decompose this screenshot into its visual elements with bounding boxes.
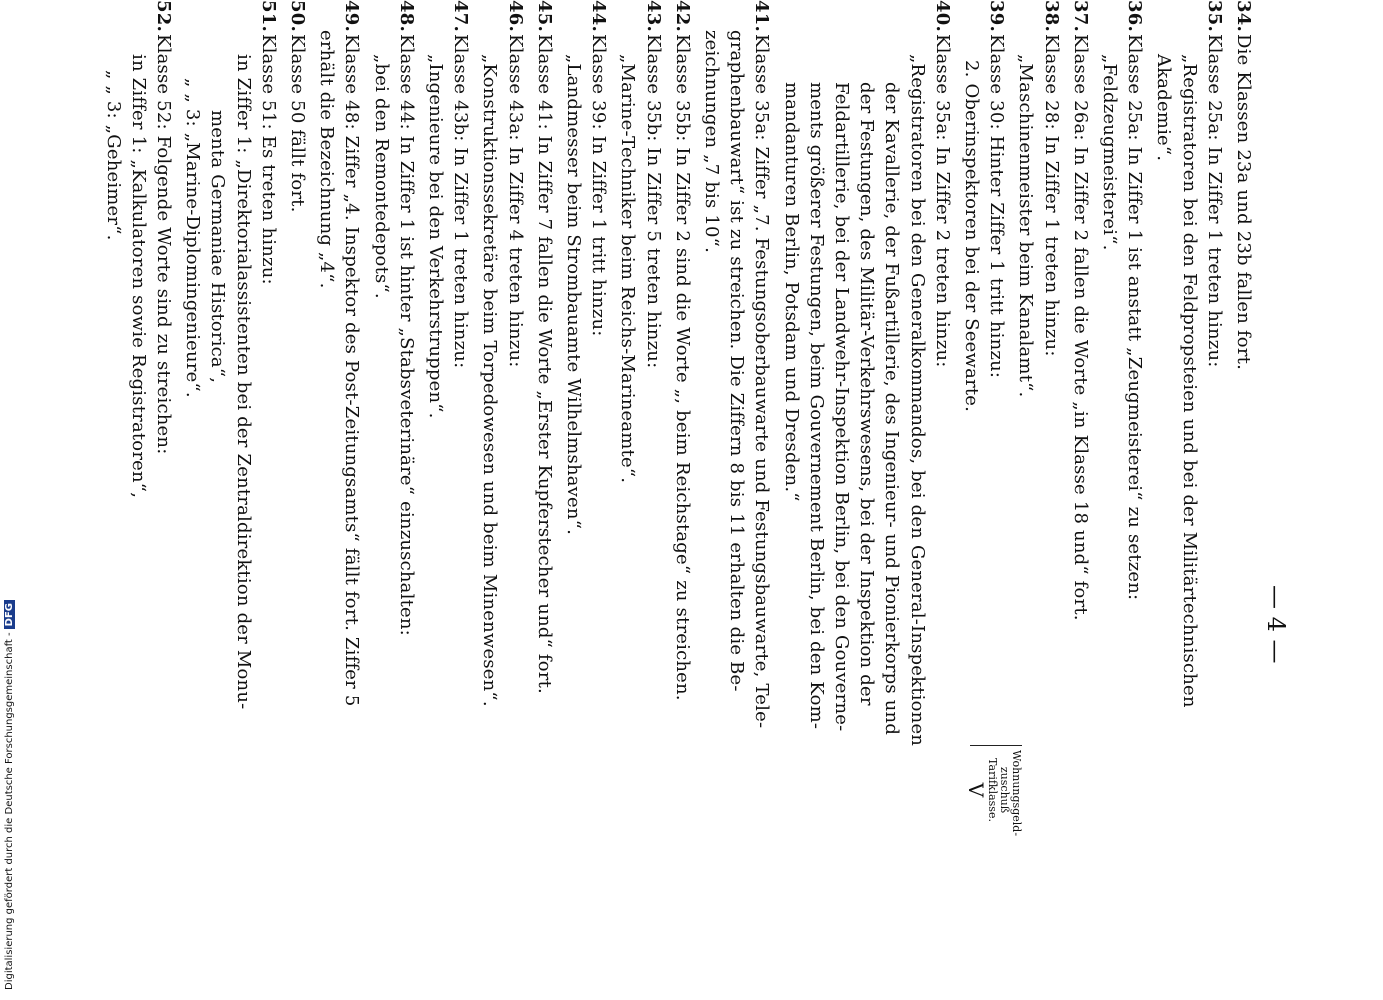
line-text: mandanturen Berlin, Potsdam und Dresden.“ [780,82,802,502]
line-text: Klasse 35a: In Ziffer 2 treten hinzu: [931,34,953,368]
text-line [932,0,953,368]
text-line [341,0,362,707]
line-text: „bei den Remontedepots“. [370,54,392,299]
text-line [672,0,693,701]
line-text: „Marine-Techniker beim Reichs-Marineamte“. [617,54,639,484]
line-text: „Registratoren bei den Generalkommandos, bei den General-Inspektionen [906,54,928,747]
credit-line [4,0,15,990]
text-line [182,78,203,398]
item-number: 44. [588,0,610,32]
text-line [781,82,802,502]
line-text: in Ziffer 1: „Direktorialassistenten bei der Zentraldirektion der Monu- [232,54,254,710]
text-line [128,54,149,498]
text-line [1041,0,1062,357]
text-line [153,0,174,454]
text-line [1015,54,1036,397]
text-line [396,0,417,636]
line-text: Klasse 41: In Ziffer 7 fallen die Worte „Erster Kupferstecher und“ fort. [533,34,555,694]
item-number: 51. [257,0,279,32]
line-text: Klasse 26a: In Ziffer 2 fallen die Worte „in Klasse 18 und“ fort. [1069,34,1091,621]
item-number: 49. [341,0,363,32]
margin-note [964,745,1023,837]
text-line [479,54,500,707]
line-text: in Ziffer 1: „Kalkulatoren sowie Registratoren“, [127,54,149,499]
text-line [701,30,722,253]
text-line [207,110,228,383]
line-text: Klasse 39: In Ziffer 1 tritt hinzu: [588,34,610,337]
text-line [881,82,902,735]
text-line [1179,54,1200,708]
text-line [726,30,747,692]
item-number: 38. [1040,0,1062,32]
dfg-logo: DFG [4,600,15,629]
item-number: 39. [986,0,1008,32]
item-number: 45. [533,0,555,32]
text-line [907,54,928,746]
text-line [287,0,308,213]
line-text: „Maschinenmeister beim Kanalamt“. [1015,54,1037,398]
margin-note-roman: V [964,782,988,798]
item-number: 41. [751,0,773,32]
line-text: Klasse 43b: In Ziffer 1 treten hinzu: [450,34,472,369]
margin-note-label: Wohnungsgeld-zuschuß Tarifklasse. [986,750,1023,837]
line-text: „Ingenieure bei den Verkehrstruppen“. [425,54,446,419]
line-text: 2. Oberinspektoren bei der Seewarte. [961,60,982,413]
text-line [1153,54,1174,161]
text-line [831,82,852,731]
text-line [450,0,471,368]
line-text: Klasse 35b: In Ziffer 2 sind die Worte „, beim Reichstage“ zu streichen. [671,34,693,701]
text-line [103,70,124,241]
line-text: „Registratoren bei den Feldpropsteien und bei der Militärtechnischen [1178,54,1200,708]
text-line [316,30,337,289]
text-line [961,60,982,412]
item-number: 46. [504,0,526,32]
text-line [371,54,392,299]
text-line [588,0,609,337]
line-text: menta Germaniae Historica“, [207,110,229,384]
text-line [751,0,772,728]
item-number: 50. [287,0,308,32]
digitization-credit [4,0,18,1000]
line-text: „Feldzeugmeisterei“. [1099,54,1120,251]
line-text: Klasse 35a: Ziffer „7. Festungsoberbauwarte und Festungsbauwarte, Tele- [751,34,773,729]
line-text: Die Klassen 23a und 23b fallen fort. [1233,34,1254,371]
line-text: zeichnungen „7 bis 10“. [701,30,722,253]
text-line [643,0,664,368]
text-line [258,0,279,285]
line-text: Klasse 44: In Ziffer 1 ist hinter „Stabsveterinäre“ einzuschalten: [395,34,417,636]
item-number: 47. [450,0,472,32]
line-text: Klasse 51: Es treten hinzu: [257,34,279,285]
text-line [986,0,1007,378]
line-text: erhält die Bezeichnung „4“. [316,30,338,289]
item-number: 36. [1124,0,1146,32]
text-line [856,82,877,706]
text-line [1204,0,1225,368]
line-text: Klasse 48: Ziffer „4. Inspektor des Post-Zeitungsamts“ fällt fort. Ziffer 5 [341,34,363,707]
line-text: „Konstruktionssekretäre beim Torpedowesen und beim Minenwesen“. [479,54,501,707]
text-line [233,54,254,709]
text-line [1124,0,1145,600]
text-line [1099,54,1120,251]
text-line [1233,0,1254,370]
line-text: Klasse 52: Folgende Worte sind zu streichen: [153,34,174,455]
text-line [505,0,526,368]
line-text: „Landmesser beim Strombauamte Wilhelmshaven“. [563,54,584,536]
line-text: „ „ 3: „Geheimer“. [102,70,124,241]
item-number: 35. [1203,0,1225,32]
line-text: Klasse 43a: In Ziffer 4 treten hinzu: [504,34,526,368]
page-number: — 4 — [1262,585,1290,664]
item-number: 42. [671,0,693,32]
rotated-text-frame [102,0,1290,1000]
text-line [534,0,555,694]
item-number: 34. [1233,0,1254,32]
line-text: Klasse 25a: In Ziffer 1 treten hinzu: [1203,34,1225,368]
text-line [806,82,827,729]
item-number: 48. [395,0,417,32]
item-number: 40. [931,0,953,32]
item-number: 43. [642,0,664,32]
line-text: der Festungen, des Militär-Verkehrswesens, bei der Inspektion der [856,82,878,706]
line-text: ments größerer Festungen, beim Gouvernement Berlin, bei den Kom- [805,82,827,730]
line-text: der Kavallerie, der Fußartillerie, des Ingenieur- und Pionierkorps und [881,82,903,736]
line-text: Klasse 30: Hinter Ziffer 1 tritt hinzu: [986,34,1008,379]
credit-text: Digitalisierung gefördert durch die Deutsche Forschungsgemeinschaft - [4,632,15,990]
line-text: „ „ 3: „Marine-Diplomingenieure“. [182,78,204,398]
text-line [1070,0,1091,621]
text-line [617,54,638,483]
text-line [425,54,446,419]
line-text: Akademie“. [1153,54,1175,162]
line-text: graphenbauwart“ ist zu streichen. Die Ziffern 8 bis 11 erhalten die Be- [726,30,748,692]
line-text: Feldartillerie, bei der Landwehr-Inspektion Berlin, bei den Gouverne- [831,82,852,732]
line-text: Klasse 28: In Ziffer 1 treten hinzu: [1040,34,1062,357]
line-text: Klasse 25a: In Ziffer 1 ist anstatt „Zeugmeisterei“ zu setzen: [1124,34,1146,601]
item-number: 37. [1069,0,1091,32]
text-line [563,54,584,535]
item-number: 52. [153,0,174,32]
line-text: Klasse 50 fällt fort. [287,34,308,213]
line-text: Klasse 35b: In Ziffer 5 treten hinzu: [642,34,664,369]
